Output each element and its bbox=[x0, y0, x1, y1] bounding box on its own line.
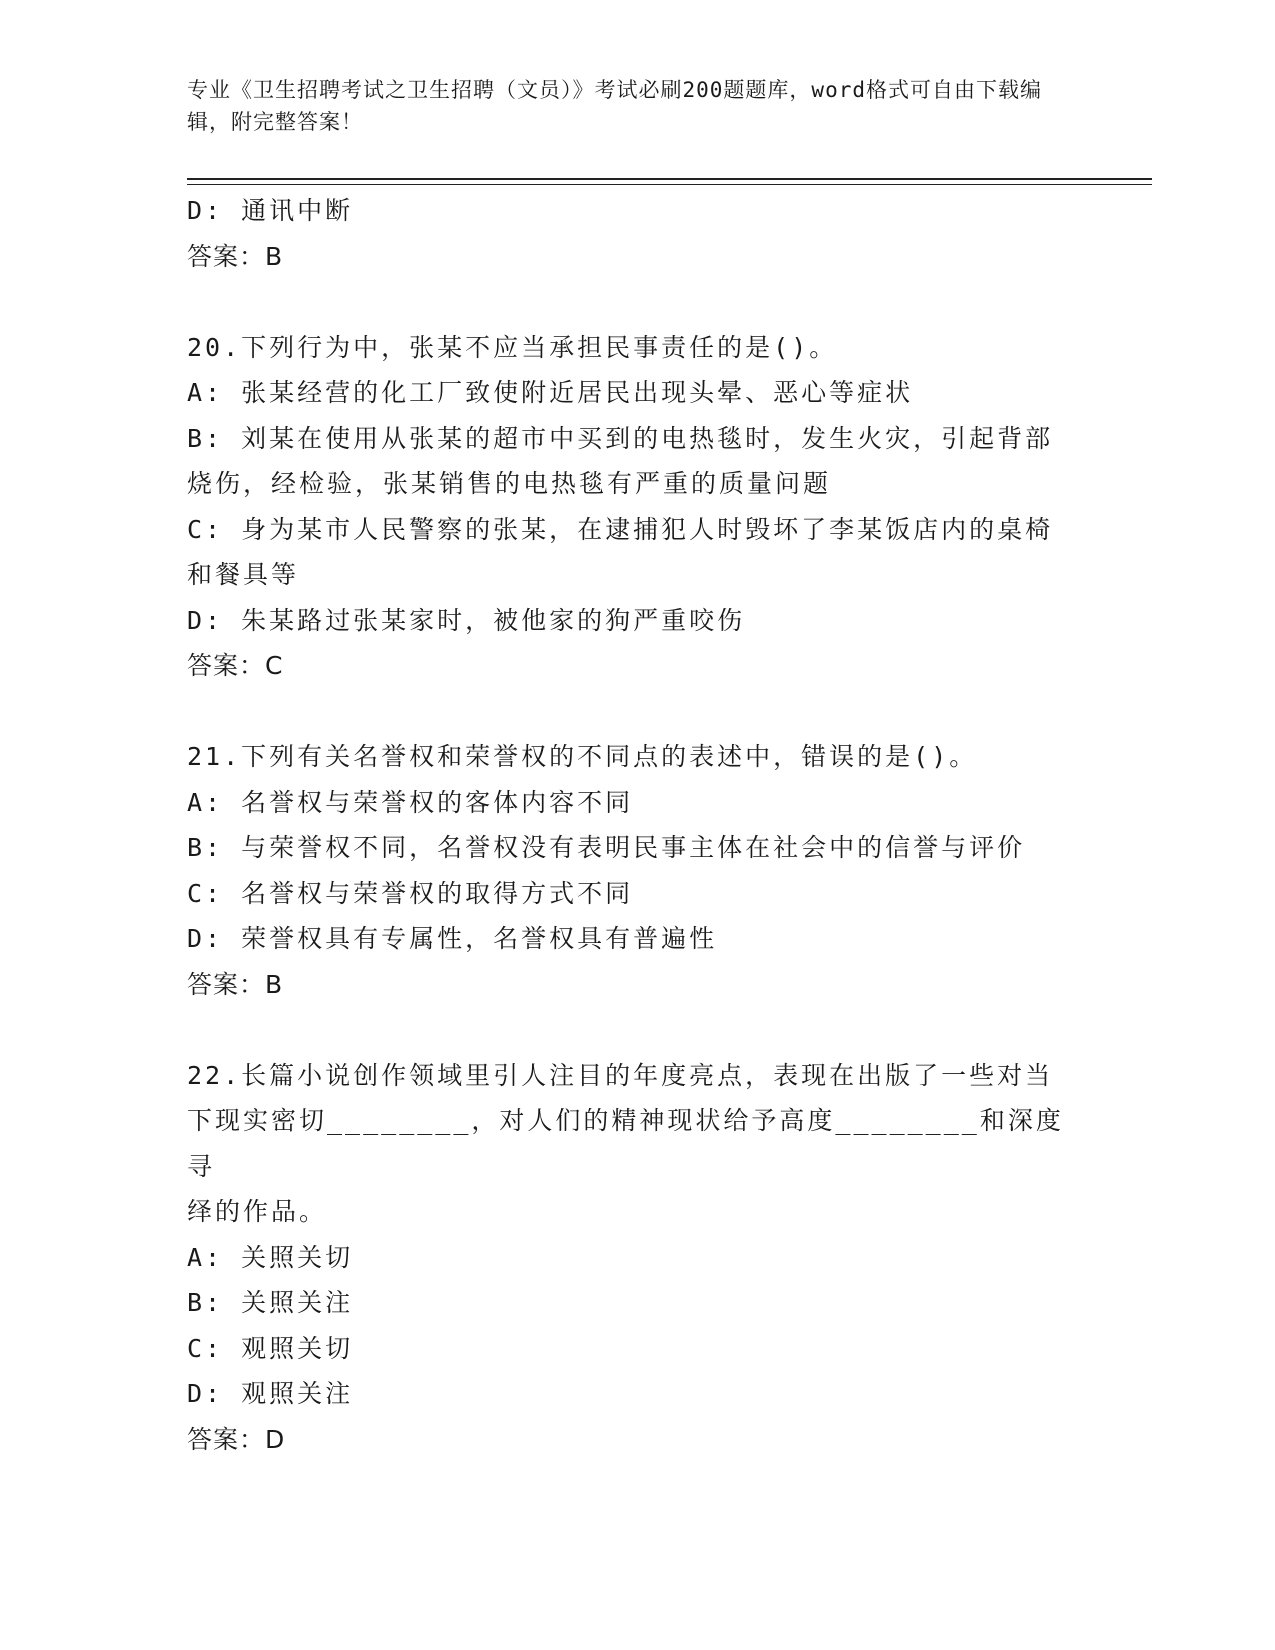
header-divider-thick bbox=[187, 178, 1152, 180]
spacer bbox=[187, 1007, 1077, 1053]
option-d: D: 朱某路过张某家时，被他家的狗严重咬伤 bbox=[187, 605, 746, 635]
answer-label: 答案：B bbox=[187, 241, 284, 271]
question-stem-continued: 下现实密切________，对人们的精神现状给予高度________和深度寻 bbox=[187, 1106, 1064, 1181]
option-b: B: 刘某在使用从张某的超市中买到的电热毯时，发生火灾，引起背部 bbox=[187, 423, 1054, 453]
option-c: C: 身为某市人民警察的张某，在逮捕犯人时毁坏了李某饭店内的桌椅 bbox=[187, 514, 1054, 544]
question-block-22 bbox=[187, 1053, 1077, 1463]
option-a: A: 张某经营的化工厂致使附近居民出现头晕、恶心等症状 bbox=[187, 378, 914, 407]
option-b: B: 与荣誉权不同，名誉权没有表明民事主体在社会中的信誉与评价 bbox=[187, 833, 1026, 862]
option-d: D: 通讯中断 bbox=[187, 196, 354, 225]
question-stem: 22.长篇小说创作领域里引人注目的年度亮点，表现在出版了一些对当 bbox=[187, 1060, 1054, 1090]
option-c-continued: 和餐具等 bbox=[187, 560, 300, 589]
answer-label: 答案：D bbox=[187, 1424, 286, 1454]
spacer bbox=[187, 279, 1077, 325]
question-content bbox=[187, 188, 1077, 1462]
option-b: B: 关照关注 bbox=[187, 1288, 354, 1317]
option-b-continued: 烧伤，经检验，张某销售的电热毯有严重的质量问题 bbox=[187, 469, 832, 498]
option-c: C: 观照关切 bbox=[187, 1333, 354, 1363]
question-block-20 bbox=[187, 325, 1077, 689]
header-divider-thin bbox=[187, 184, 1152, 185]
page-header: 专业《卫生招聘考试之卫生招聘（文员）》考试必刷200题题库，word格式可自由下载编辑，附完整答案！ bbox=[187, 78, 1042, 134]
question-stem: 21.下列有关名誉权和荣誉权的不同点的表述中，错误的是()。 bbox=[187, 742, 978, 771]
option-d: D: 观照关注 bbox=[187, 1379, 354, 1408]
spacer bbox=[187, 689, 1077, 735]
answer-label: 答案：B bbox=[187, 969, 284, 999]
question-block-21 bbox=[187, 734, 1077, 1007]
option-a: A: 名誉权与荣誉权的客体内容不同 bbox=[187, 787, 634, 817]
option-c: C: 名誉权与荣誉权的取得方式不同 bbox=[187, 878, 634, 908]
option-a: A: 关照关切 bbox=[187, 1242, 354, 1272]
question-stem: 20.下列行为中，张某不应当承担民事责任的是()。 bbox=[187, 332, 838, 362]
question-block-19 bbox=[187, 188, 1077, 279]
question-stem-continued: 绎的作品。 bbox=[187, 1197, 328, 1226]
answer-label: 答案：C bbox=[187, 651, 284, 680]
option-d: D: 荣誉权具有专属性，名誉权具有普遍性 bbox=[187, 924, 718, 953]
